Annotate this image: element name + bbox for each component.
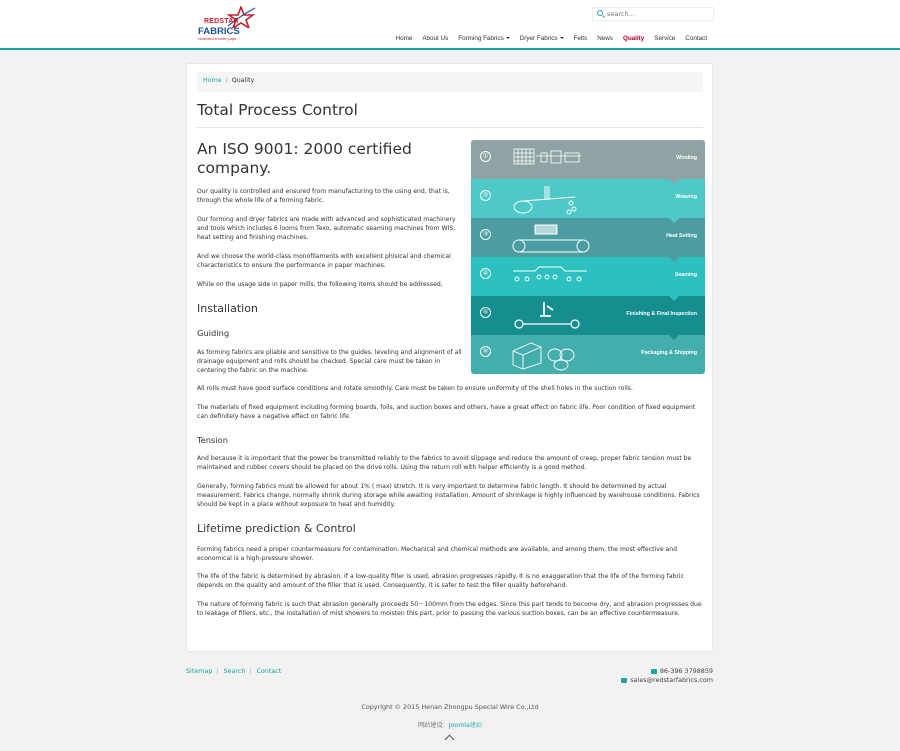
lifetime-paragraph: The nature of forming fabric is such that abrasion generally proceeds 50～100mm from the edges. Since this part tends to become dry, and abrasion progresses due to leakage of fillers, etc., the installation of mist showers to moisten this part, prior to passing the various suction boxes, can be an effective countermeasure. bbox=[197, 601, 702, 618]
article-headline: An ISO 9001: 2000 certified company. bbox=[197, 140, 412, 178]
built-by-prefix: 网站建设： bbox=[417, 722, 449, 729]
intro-paragraph: While on the usage side in paper mills, the following items should be addressed, bbox=[197, 281, 443, 288]
intro-paragraph: And we choose the world-class monofilaments with excellent phisical and chemical characteristics to ensure the performance in paper machines. bbox=[197, 253, 451, 270]
step-number: ① bbox=[480, 151, 491, 162]
chevron-down-icon bbox=[560, 37, 564, 39]
lifetime-heading: Lifetime prediction & Control bbox=[197, 522, 356, 535]
nav-item-service[interactable] bbox=[654, 34, 675, 44]
intro-paragraph: Our quality is controlled and ensured from manufacturing to the using end, that is, through the whole life of a forming fabric. bbox=[197, 188, 450, 205]
footer-links bbox=[186, 667, 281, 677]
breadcrumb-home-link[interactable]: Home bbox=[203, 77, 222, 84]
built-by-link[interactable]: Joomla建站 bbox=[448, 722, 483, 729]
installation-heading: Installation bbox=[197, 302, 258, 315]
chevron-down-icon bbox=[506, 37, 510, 39]
loom-icon bbox=[511, 183, 601, 215]
logo-text-main: FABRICS bbox=[198, 26, 240, 37]
search-icon[interactable] bbox=[597, 10, 603, 16]
nav-label: About Us bbox=[422, 35, 449, 42]
logo-text-top: REDSTAR bbox=[204, 18, 239, 25]
nav-label: Forming Fabrics bbox=[458, 35, 504, 42]
lifetime-paragraph: The life of the fabric is determined by abrasion. If a low-quality filler is used, abrasion progresses rapidly. It is no exaggeration that the life of the forming fabric depends on the quality and amount of the filler that is used. Consequently, it is safer to test the filler quality beforehand. bbox=[197, 573, 684, 590]
process-step-seaming bbox=[471, 257, 705, 296]
winding-icon bbox=[511, 144, 601, 170]
process-step-weaving bbox=[471, 179, 705, 218]
tension-heading: Tension bbox=[197, 435, 228, 445]
nav-item-felts[interactable] bbox=[574, 34, 588, 44]
email-icon bbox=[621, 678, 627, 683]
guiding-paragraph: As forming fabrics are pliable and sensitive to the guides, leveling and alignment of all drainage equipment and rolls should be checked. Special care must be taken in centering the fabric on the machine. bbox=[197, 349, 462, 375]
divider bbox=[197, 127, 703, 128]
process-step-winding bbox=[471, 140, 705, 179]
step-arrow bbox=[669, 257, 679, 262]
breadcrumb-separator: / bbox=[225, 77, 228, 84]
step-number: ③ bbox=[480, 229, 491, 240]
nav-item-about-us[interactable] bbox=[422, 34, 448, 44]
footer-contact bbox=[621, 667, 713, 685]
step-number: ⑤ bbox=[480, 307, 491, 318]
search-input[interactable] bbox=[607, 9, 707, 19]
step-arrow bbox=[669, 335, 679, 340]
heat-setting-icon bbox=[511, 222, 601, 254]
nav-item-home[interactable] bbox=[396, 34, 413, 44]
process-step-heat-setting bbox=[471, 218, 705, 257]
nav-label: News bbox=[597, 35, 613, 42]
step-label: Winding bbox=[676, 155, 697, 161]
step-label: Packaging & Shipping bbox=[641, 350, 697, 356]
nav-label: Home bbox=[395, 35, 413, 42]
guiding-paragraph: All rolls must have good surface conditions and rotate smoothly. Care must be taken to ensure uniformity of the shell holes in the suction rolls. bbox=[197, 385, 633, 392]
nav-item-contact[interactable] bbox=[685, 34, 707, 44]
nav-item-quality[interactable] bbox=[623, 34, 644, 44]
tension-paragraph: And because it is important that the power be transmitted reliably to the fabrics to avoid slippage and reduce the amount of creep, proper fabric tension must be maintained and rubber covers should be placed on the drive rolls. Using the return roll with helper efficiently is a good method. bbox=[197, 455, 692, 472]
nav-label: Felts bbox=[573, 35, 588, 42]
process-step-packaging bbox=[471, 335, 705, 374]
intro-paragraph: Our forming and dryer fabrics are made with advanced and sophisticated machinery and tools which includes 6 looms from Texo, automatic seaming machines from WIS, heat setting and finishing machines. bbox=[197, 216, 456, 242]
nav-label: Dryer Fabrics bbox=[519, 35, 558, 42]
nav-item-forming-fabrics[interactable] bbox=[458, 34, 510, 44]
nav-label: Quality bbox=[622, 35, 645, 42]
footer-link-search[interactable]: Search bbox=[223, 667, 246, 675]
step-arrow bbox=[669, 179, 679, 184]
copyright: Copyright © 2015 Henan Zhongpu Special Wire Co.,Ltd bbox=[361, 703, 539, 711]
step-label: Heat Setting bbox=[666, 233, 697, 239]
footer-phone: 86-396 3798859 bbox=[659, 666, 713, 675]
inspection-icon bbox=[511, 300, 601, 332]
phone-icon bbox=[651, 669, 657, 674]
site-header bbox=[0, 0, 900, 50]
footer-link-sitemap[interactable]: Sitemap bbox=[186, 667, 213, 675]
logo-tagline: committed to better paper bbox=[198, 37, 237, 41]
content-panel bbox=[186, 63, 713, 652]
breadcrumb bbox=[197, 72, 703, 92]
step-label: Seaming bbox=[674, 272, 697, 278]
page-title: Total Process Control bbox=[197, 101, 358, 119]
process-diagram bbox=[471, 140, 705, 374]
search-box bbox=[592, 7, 714, 21]
step-label: Weaving bbox=[675, 194, 697, 200]
guiding-paragraph: The materials of fixed equipment including forming boards, foils, and suction boxes and others, have a great effect on fabric life. Poor condition of fixed equipment can definitely have a negative effect on fabric life. bbox=[197, 404, 696, 421]
process-step-inspection bbox=[471, 296, 705, 335]
nav-label: Service bbox=[654, 35, 676, 42]
step-arrow bbox=[669, 296, 679, 301]
logo[interactable] bbox=[198, 6, 260, 44]
tension-paragraph: Generally, forming fabrics must be allowed for about 1% ( max) stretch. It is very important to determine fabric length. It should be determined by actual measurement. Fabrics change, normally shrink during storage while awaiting installation. Amount of shrinkage is highly influenced by warehouse conditions. Fabrics should be kept in a place without exposure to heat and humidity. bbox=[197, 483, 700, 509]
guiding-heading: Guiding bbox=[197, 328, 230, 338]
nav-label: Contact bbox=[685, 35, 707, 42]
step-arrow bbox=[669, 218, 679, 223]
nav-item-news[interactable] bbox=[597, 34, 613, 44]
seaming-icon bbox=[511, 261, 601, 293]
main-nav bbox=[386, 34, 707, 44]
built-by bbox=[0, 721, 900, 730]
divider bbox=[250, 668, 251, 674]
step-number: ⑥ bbox=[480, 346, 491, 357]
step-label: Finishing & Final Inspection bbox=[626, 311, 697, 317]
divider bbox=[217, 668, 218, 674]
packaging-icon bbox=[511, 339, 601, 371]
step-number: ④ bbox=[480, 268, 491, 279]
footer-link-contact[interactable]: Contact bbox=[256, 667, 282, 675]
nav-item-dryer-fabrics[interactable] bbox=[520, 34, 564, 44]
back-to-top-chevron-up-icon[interactable] bbox=[445, 735, 455, 745]
lifetime-paragraph: Forming fabrics need a proper countermeasure for contamination. Mechanical and chemical methods are available, and among them, the most effective and economical is a high-pressure shower. bbox=[197, 546, 678, 563]
breadcrumb-current: Quality bbox=[231, 77, 255, 84]
footer-email[interactable]: sales@redstarfabrics.com bbox=[630, 675, 713, 684]
step-number: ② bbox=[480, 190, 491, 201]
